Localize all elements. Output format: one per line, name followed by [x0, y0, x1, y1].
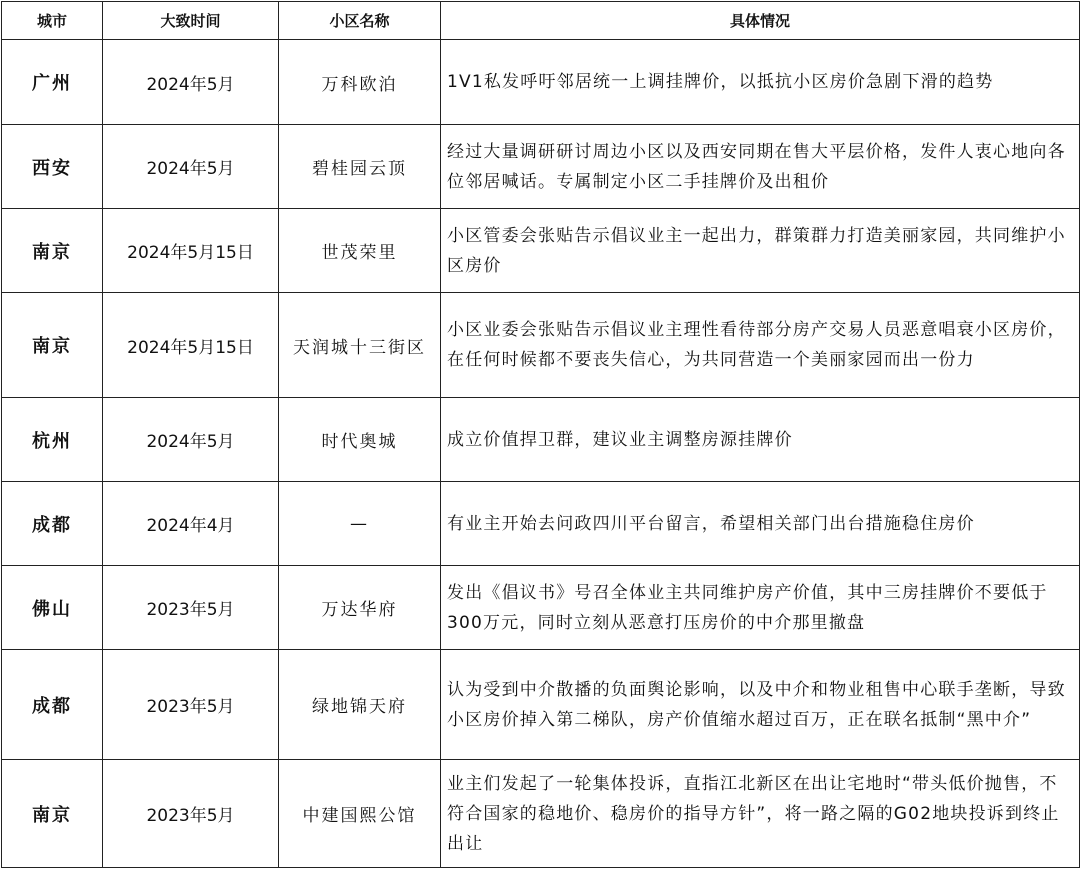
table-row — [2, 125, 1080, 209]
cell-city: 杭州 — [2, 398, 103, 482]
cell-city: 西安 — [2, 125, 103, 209]
cell-community: 天润城十三街区 — [279, 293, 441, 398]
cell-city: 佛山 — [2, 566, 103, 650]
header-details: 具体情况 — [441, 2, 1080, 40]
header-row — [2, 2, 1080, 40]
cell-date: 2023年5月 — [103, 566, 279, 650]
cell-community: 中建国熙公馆 — [279, 760, 441, 868]
cell-date: 2024年5月 — [103, 398, 279, 482]
cell-community: 碧桂园云顶 — [279, 125, 441, 209]
cell-details: 业主们发起了一轮集体投诉，直指江北新区在出让宅地时“带头低价抛售，不符合国家的稳地价、稳房价的指导方针”，将一路之隔的G02地块投诉到终止出让 — [441, 760, 1080, 868]
cell-details: 1V1私发呼吁邻居统一上调挂牌价，以抵抗小区房价急剧下滑的趋势 — [441, 40, 1080, 125]
cell-details: 经过大量调研研讨周边小区以及西安同期在售大平层价格，发件人衷心地向各位邻居喊话。专属制定小区二手挂牌价及出租价 — [441, 125, 1080, 209]
cell-details: 有业主开始去问政四川平台留言，希望相关部门出台措施稳住房价 — [441, 482, 1080, 566]
table-row — [2, 566, 1080, 650]
header-date: 大致时间 — [103, 2, 279, 40]
cell-community: 绿地锦天府 — [279, 650, 441, 760]
cell-city: 南京 — [2, 293, 103, 398]
cell-date: 2023年5月 — [103, 760, 279, 868]
table-row — [2, 209, 1080, 293]
header-city: 城市 — [2, 2, 103, 40]
cell-city: 广州 — [2, 40, 103, 125]
cell-city: 成都 — [2, 650, 103, 760]
cell-community: — — [279, 482, 441, 566]
cell-date: 2024年5月15日 — [103, 293, 279, 398]
cell-community: 世茂荣里 — [279, 209, 441, 293]
table-row — [2, 650, 1080, 760]
header-community: 小区名称 — [279, 2, 441, 40]
cell-community: 万达华府 — [279, 566, 441, 650]
table-row — [2, 398, 1080, 482]
cell-date: 2023年5月 — [103, 650, 279, 760]
cell-community: 万科欧泊 — [279, 40, 441, 125]
cell-date: 2024年5月 — [103, 125, 279, 209]
cell-details: 成立价值捍卫群，建议业主调整房源挂牌价 — [441, 398, 1080, 482]
cell-date: 2024年5月 — [103, 40, 279, 125]
cell-date: 2024年5月15日 — [103, 209, 279, 293]
cell-city: 南京 — [2, 760, 103, 868]
cell-date: 2024年4月 — [103, 482, 279, 566]
cell-city: 成都 — [2, 482, 103, 566]
cell-details: 发出《倡议书》号召全体业主共同维护房产价值，其中三房挂牌价不要低于300万元，同时立刻从恶意打压房价的中介那里撤盘 — [441, 566, 1080, 650]
table-row — [2, 482, 1080, 566]
cell-details: 小区业委会张贴告示倡议业主理性看待部分房产交易人员恶意唱衰小区房价，在任何时候都不要丧失信心，为共同营造一个美丽家园而出一份力 — [441, 293, 1080, 398]
property-complaints-table — [1, 1, 1080, 868]
table-row — [2, 293, 1080, 398]
table-row — [2, 40, 1080, 125]
table-row — [2, 760, 1080, 868]
cell-details: 认为受到中介散播的负面舆论影响，以及中介和物业租售中心联手垄断，导致小区房价掉入第二梯队，房产价值缩水超过百万，正在联名抵制“黑中介” — [441, 650, 1080, 760]
cell-details: 小区管委会张贴告示倡议业主一起出力，群策群力打造美丽家园，共同维护小区房价 — [441, 209, 1080, 293]
cell-community: 时代奥城 — [279, 398, 441, 482]
cell-city: 南京 — [2, 209, 103, 293]
